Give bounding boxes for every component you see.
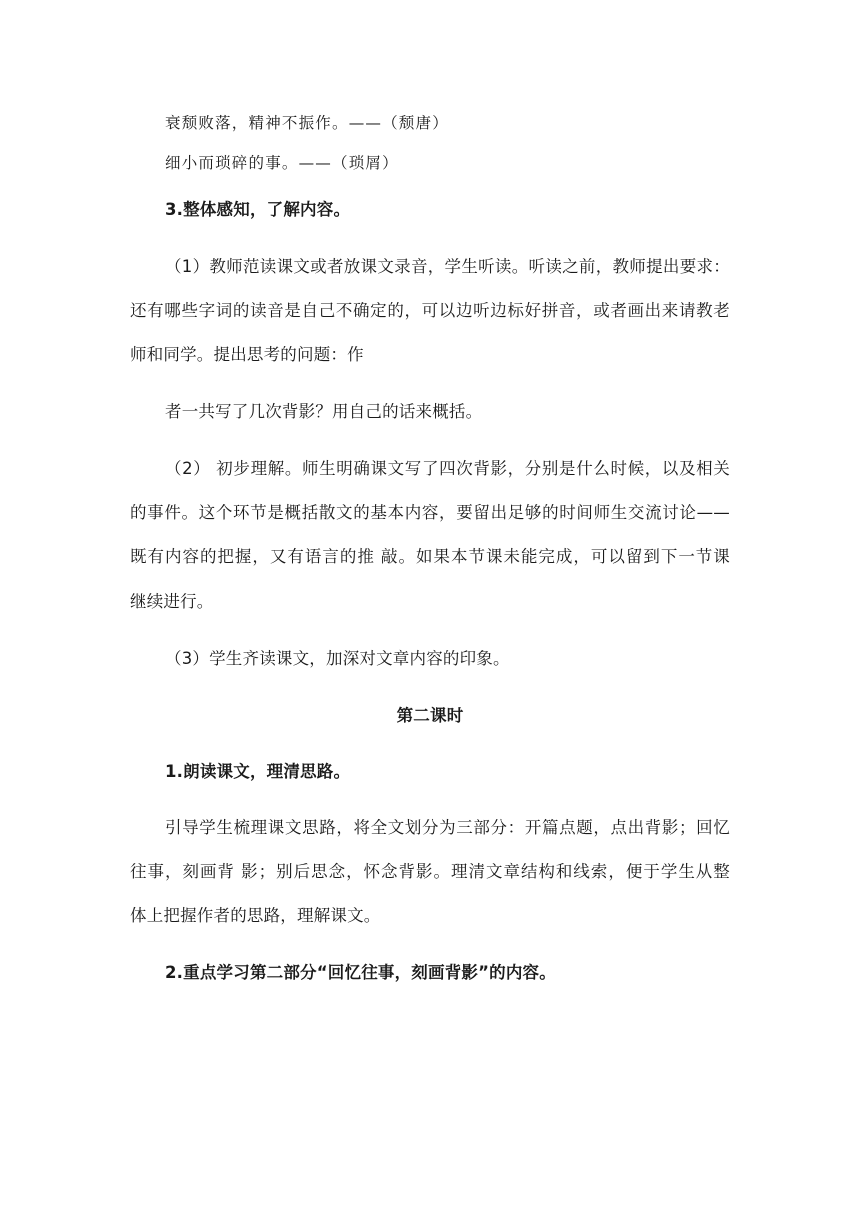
paragraph-3: （3）学生齐读课文，加深对文章内容的印象。 xyxy=(165,649,510,668)
vocab-definition-suoxie: 细小而琐碎的事。——（琐屑） xyxy=(165,154,399,172)
lesson2-paragraph-line-3: 体上把握作者的思路，理解课文。 xyxy=(130,906,381,925)
section-heading-2: 2.重点学习第二部分“回忆往事，刻画背影”的内容。 xyxy=(165,963,556,982)
paragraph-2-line-4: 继续进行。 xyxy=(130,592,214,611)
section-heading-1: 1.朗读课文，理清思路。 xyxy=(165,762,351,781)
paragraph-1-line-2: 还有哪些字词的读音是自己不确定的，可以边听边标好拼音，或者画出来请教老 xyxy=(130,301,730,320)
paragraph-2-line-2: 的事件。这个环节是概括散文的基本内容，要留出足够的时间师生交流讨论—— xyxy=(130,503,730,522)
paragraph-2-line-3: 既有内容的把握，又有语言的推 敲。如果本节课未能完成，可以留到下一节课 xyxy=(130,547,730,566)
paragraph-1-line-3: 师和同学。提出思考的问题：作 xyxy=(130,345,364,364)
lesson-title: 第二课时 xyxy=(396,706,464,725)
paragraph-2-line-1: （2） 初步理解。师生明确课文写了四次背影，分别是什么时候，以及相关 xyxy=(165,459,730,478)
section-heading-3: 3.整体感知，了解内容。 xyxy=(165,200,351,219)
vocab-definition-tuitang: 衰颓败落，精神不振作。——（颓唐） xyxy=(165,114,449,132)
paragraph-1b: 者一共写了几次背影？用自己的话来概括。 xyxy=(165,402,483,421)
lesson2-paragraph-line-1: 引导学生梳理课文思路，将全文划分为三部分：开篇点题，点出背影；回忆 xyxy=(165,818,730,837)
paragraph-1-line-1: （1）教师范读课文或者放课文录音，学生听读。听读之前，教师提出要求： xyxy=(165,257,730,276)
lesson2-paragraph-line-2: 往事，刻画背 影；别后思念，怀念背影。理清文章结构和线索，便于学生从整 xyxy=(130,862,730,881)
